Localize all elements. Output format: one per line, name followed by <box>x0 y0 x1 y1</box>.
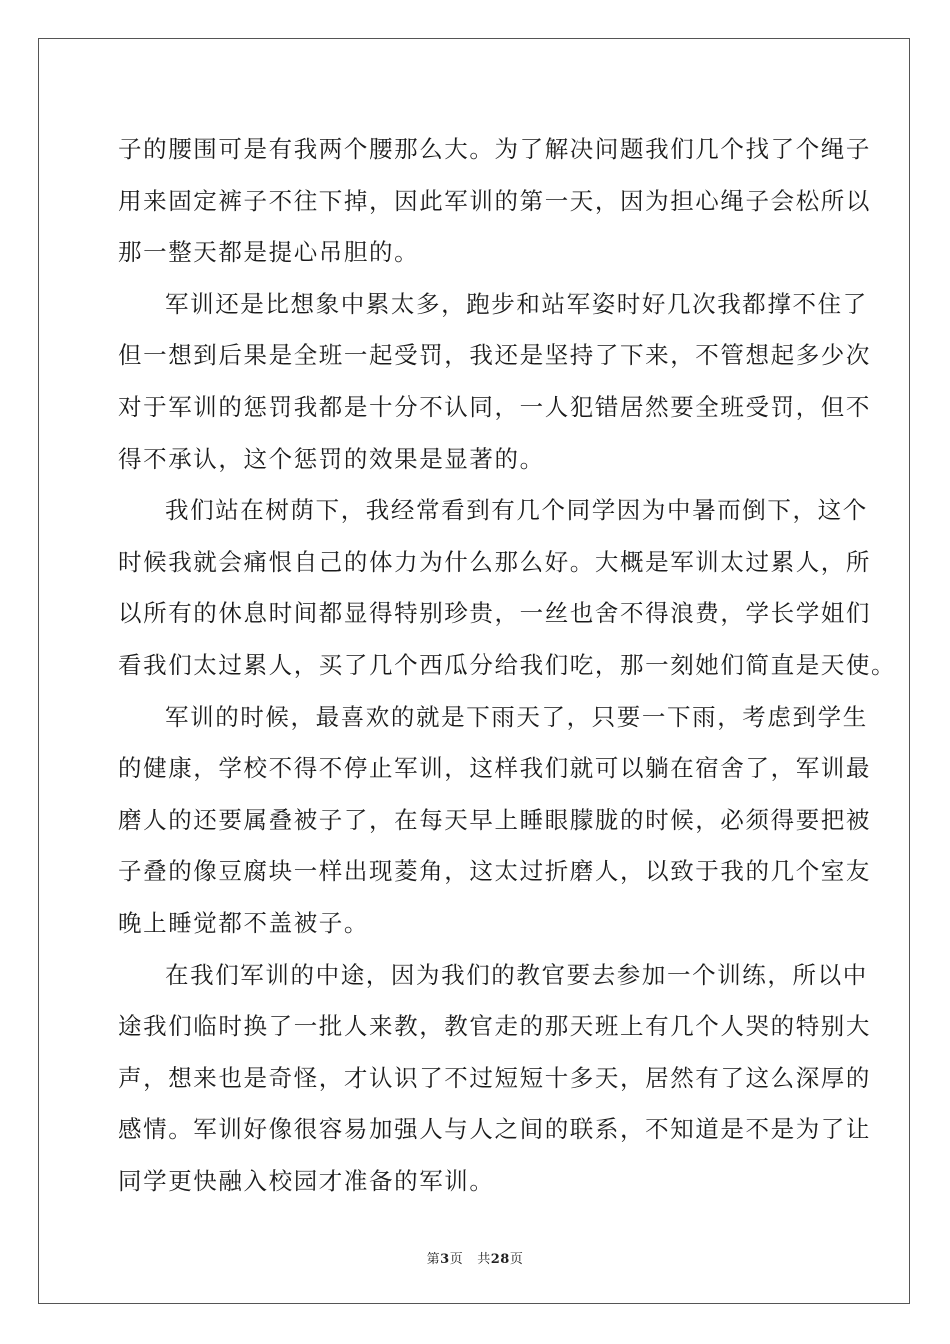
text-line: 感情。军训好像很容易加强人与人之间的联系，不知道是不是为了让 <box>118 1115 871 1144</box>
text-line: 时候我就会痛恨自己的体力为什么那么好。大概是军训太过累人，所 <box>118 547 871 576</box>
total-pages-number: 28 <box>490 1252 510 1267</box>
page-number-prefix: 第 <box>426 1252 441 1267</box>
text-line: 同学更快融入校园才准备的军训。 <box>118 1166 495 1195</box>
page-number-suffix: 页 <box>449 1252 464 1267</box>
page-footer <box>0 1248 950 1267</box>
current-page-number: 3 <box>440 1252 450 1267</box>
text-line: 但一想到后果是全班一起受罚，我还是坚持了下来，不管想起多少次 <box>118 341 871 370</box>
text-line: 我们站在树荫下，我经常看到有几个同学因为中暑而倒下，这个 <box>165 496 868 525</box>
document-body <box>118 124 897 1207</box>
total-pages-prefix: 共 <box>477 1252 491 1267</box>
text-line: 那一整天都是提心吊胆的。 <box>118 238 420 267</box>
text-line: 看我们太过累人，买了几个西瓜分给我们吃，那一刻她们简直是天使。 <box>118 650 897 679</box>
text-line: 子的腰围可是有我两个腰那么大。为了解决问题我们几个找了个绳子 <box>118 135 871 163</box>
text-line: 以所有的休息时间都显得特别珍贵，一丝也舍不得浪费，学长学姐们 <box>118 599 871 628</box>
text-line: 的健康，学校不得不停止军训，这样我们就可以躺在宿舍了，军训最 <box>118 754 871 783</box>
total-pages-suffix: 页 <box>509 1252 524 1267</box>
text-line: 军训的时候，最喜欢的就是下雨天了，只要一下雨，考虑到学生 <box>165 702 868 731</box>
text-line: 磨人的还要属叠被子了，在每天早上睡眼朦胧的时候，必须得要把被 <box>118 805 871 834</box>
text-line: 子叠的像豆腐块一样出现菱角，这太过折磨人，以致于我的几个室友 <box>118 857 871 886</box>
text-line: 用来固定裤子不往下掉，因此军训的第一天，因为担心绳子会松所以 <box>118 186 871 215</box>
text-line: 军训还是比想象中累太多，跑步和站军姿时好几次我都撑不住了 <box>165 289 868 318</box>
text-line: 对于军训的惩罚我都是十分不认同，一人犯错居然要全班受罚，但不 <box>118 392 871 421</box>
text-line: 晚上睡觉都不盖被子。 <box>118 908 369 937</box>
text-line: 声，想来也是奇怪，才认识了不过短短十多天，居然有了这么深厚的 <box>118 1063 871 1092</box>
text-line: 在我们军训的中途，因为我们的教官要去参加一个训练，所以中 <box>165 960 868 989</box>
text-line: 得不承认，这个惩罚的效果是显著的。 <box>118 444 545 473</box>
text-line: 途我们临时换了一批人来教，教官走的那天班上有几个人哭的特别大 <box>118 1012 871 1041</box>
